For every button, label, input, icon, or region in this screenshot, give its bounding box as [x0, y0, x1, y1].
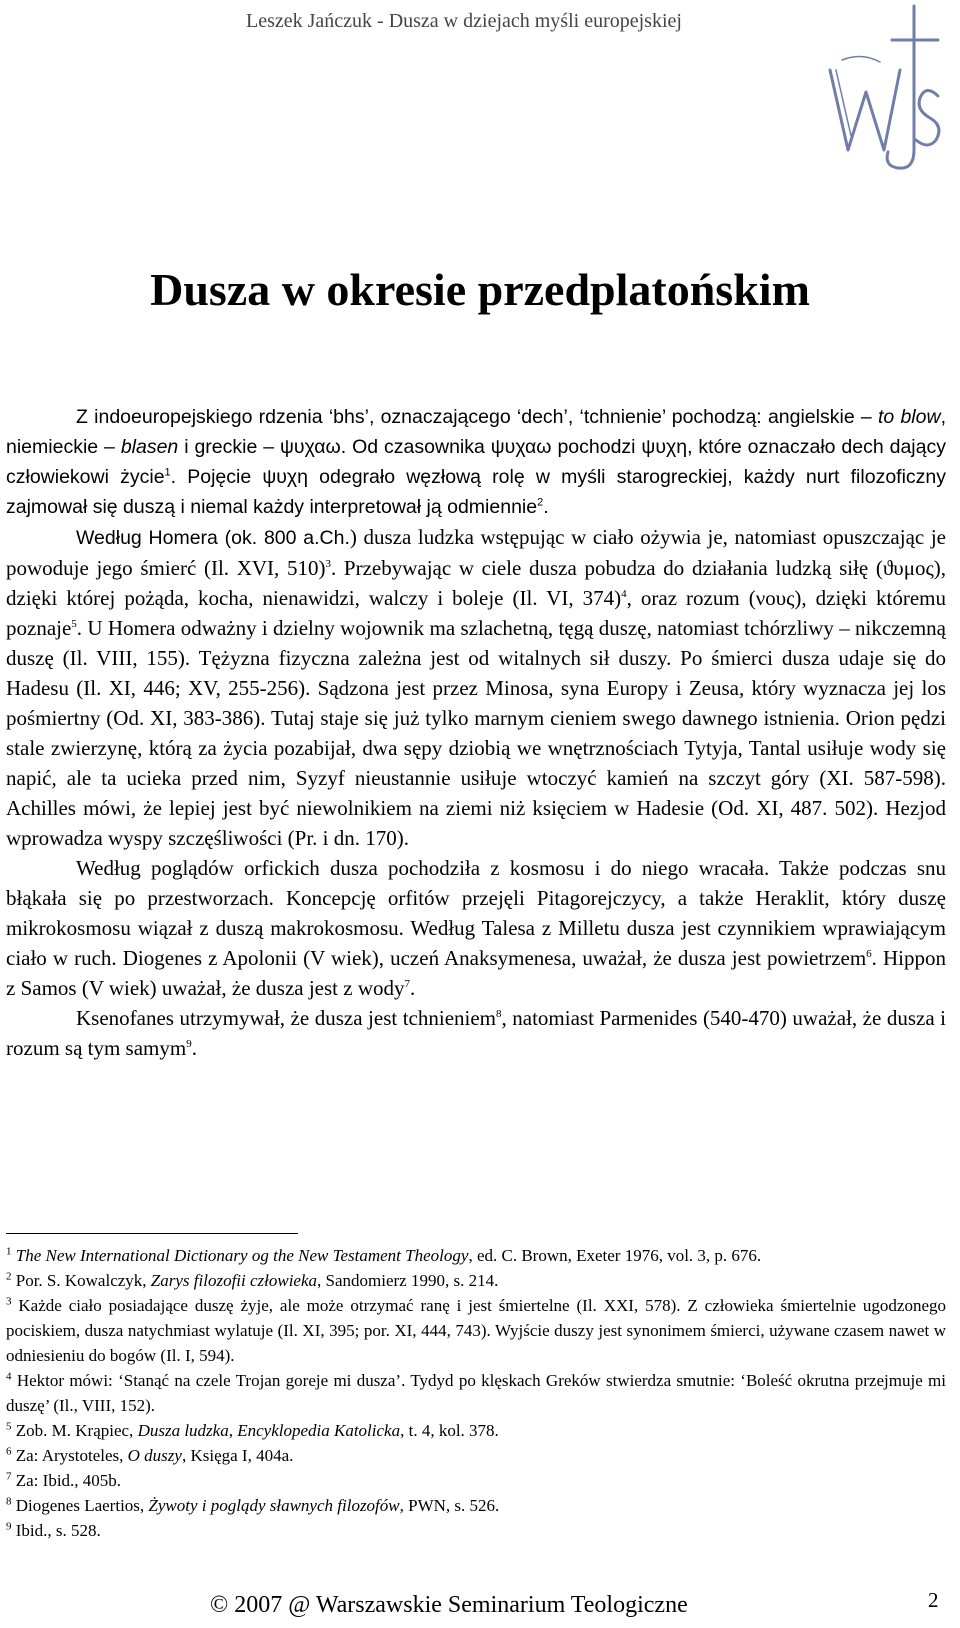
text-run: , — [228, 1421, 238, 1440]
text-run: Zob. M. Krąpiec, — [15, 1421, 138, 1440]
italic-run: blasen — [120, 436, 179, 458]
text-run: , natomiast Parmenides (540-470) uważał, że dusza i rozum są tym samym — [6, 1006, 946, 1060]
text-run: Za: Arystoteles, — [15, 1446, 128, 1465]
footnote-divider — [6, 1233, 298, 1234]
text-run: Ibid., s. 528. — [15, 1521, 101, 1540]
text-run: , t. 4, kol. 378. — [400, 1421, 499, 1440]
footnote — [6, 1418, 946, 1443]
text-run: , ed. C. Brown, Exeter 1976, vol. 3, p. 676. — [468, 1246, 762, 1265]
text-run: Według poglądów orfickich dusza pochodziła z kosmosu i do niego wracała. Także podczas snu błąkała się po przestworzach. Koncepcję orfitów przejęli Pitagorejczycy, a także Heraklit, który duszę mikrokosmosu wiązał z duszą makrokosmosu. Według Talesa z Milletu dusza jest czynnikiem wprawiającym ciało w ruch. Diogenes z Apolonii (V wiek), uczeń Anaksymenesa, uważał, że dusza jest powietrzem — [6, 856, 946, 970]
text-run: , Księga I, 404a. — [181, 1446, 294, 1465]
footnote-ref[interactable]: 8 — [496, 1008, 502, 1020]
footnote-number: 1 — [6, 1245, 12, 1258]
italic-run: to blow — [877, 406, 941, 428]
italic-run: Encyklopedia Katolicka — [237, 1421, 401, 1440]
footnote-ref[interactable]: 2 — [537, 496, 544, 509]
footnote — [6, 1243, 946, 1268]
text-run: , Sandomierz 1990, s. 214. — [317, 1271, 499, 1290]
footnote-ref[interactable]: 9 — [186, 1038, 192, 1050]
text-run: i greckie – ψυχαω. Od czasownika ψυχαω pochodzi ψυχη, które oznaczało dech dający człowiekowi życie — [6, 436, 946, 488]
italic-run: Zarys filozofii człowieka — [150, 1271, 318, 1290]
footnote — [6, 1518, 946, 1543]
text-run: . — [543, 496, 549, 518]
footer-copyright: © 2007 @ Warszawskie Seminarium Teologiczne — [210, 1592, 688, 1618]
text-run: . Hippon z Samos (V wiek) uważał, że dusza jest z wody — [6, 946, 946, 1000]
footnote-number: 3 — [6, 1295, 12, 1308]
body-paragraph — [6, 522, 946, 853]
body-text — [6, 402, 946, 1063]
seminary-logo — [822, 0, 958, 176]
footnote-number: 4 — [6, 1370, 12, 1383]
body-paragraph — [6, 1003, 946, 1063]
footnote — [6, 1293, 946, 1368]
footnote-ref[interactable]: 6 — [866, 948, 872, 960]
footnote-number: 7 — [6, 1470, 12, 1483]
text-run: Diogenes Laertios, — [15, 1496, 149, 1515]
footnote — [6, 1468, 946, 1493]
text-run: Z indoeuropejskiego rdzenia ‘bhs’, oznaczającego ‘dech’, ‘tchnienie’ pochodzą: angielskie – — [76, 406, 878, 428]
footnote-ref[interactable]: 1 — [164, 466, 171, 479]
text-run: Por. S. Kowalczyk, — [15, 1271, 151, 1290]
footnote-number: 8 — [6, 1495, 12, 1508]
text-run: Każde ciało posiadające duszę żyje, ale może otrzymać ranę i jest śmiertelne (Il. XXI, 578). Z człowieka śmiertelnie ugodzonego pociskiem, dusza natychmiast wylatuje (Il. XI, 395; por. XI, 444, 743). Wyjście duszy jest synonimem śmierci, używane czasem nawet w odniesieniu do bogów (Il. I, 594). — [6, 1296, 946, 1365]
italic-run: Żywoty i poglądy sławnych filozofów — [148, 1496, 400, 1515]
italic-run: O duszy — [127, 1446, 182, 1465]
footnote-ref[interactable]: 7 — [404, 978, 410, 990]
footnote-ref[interactable]: 4 — [621, 588, 627, 600]
italic-run: The New International Dictionary og the New Testament Theology — [15, 1246, 469, 1265]
footnote-number: 9 — [6, 1520, 12, 1533]
footnote-number: 2 — [6, 1270, 12, 1283]
text-run: . Przebywając w ciele dusza pobudza do działania ludzką siłę (ϑυμος), dzięki której pożąda, kocha, nienawidzi, walczy i boleje (Il. VI, 374) — [6, 556, 947, 610]
footnote — [6, 1368, 946, 1418]
footnotes — [6, 1243, 946, 1543]
text-run: Ksenofanes utrzymywał, że dusza jest tchnieniem — [76, 1006, 497, 1030]
page-title: Dusza w okresie przedplatońskim — [150, 264, 810, 315]
footnote-number: 6 — [6, 1445, 12, 1458]
text-run: . Pojęcie ψυχη odegrało węzłową rolę w myśli starogreckiej, każdy nurt filozoficzny zajmował się duszą i niemal każdy interpretował ją odmiennie — [6, 466, 947, 518]
text-run: ) dusza ludzka wstępując w ciało ożywia je, natomiast opuszczając je powoduje jego śmierć (Il. XVI, 510) — [6, 525, 946, 580]
text-run: . U Homera odważny i dzielny wojownik ma szlachetną, tęgą duszę, natomiast tchórzliwy – nikczemną duszę (Il. VIII, 155). Tężyzna fizyczna zależna jest od witalnych sił duszy. Po śmierci dusza udaje się do Hadesu (Il. XI, 446; XV, 255-256). Sądzona jest przez Minosa, syna Europy i Zeusa, który wyznacza jej los pośmiertny (Od. XI, 383-386). Tutaj staje się już tylko marnym cieniem swego dawnego istnienia. Orion pędzi stale zwierzynę, którą za życia pozabijał, dwa sępy dziobią we wnętrznościach Tytyja, Tantal usiłuje wody się napić, ale ta ucieka przed nim, Syzyf nieustannie usiłuje wtoczyć kamień na szczyt góry (XI. 587-598). Achilles mówi, że lepiej jest być niewolnikiem na ziemi niż księciem w Hadesie (Od. XI, 487. 502). Hezjod wprowadza wyspy szczęśliwości (Pr. i dn. 170). — [6, 616, 946, 850]
text-run: , oraz rozum (νους), dzięki któremu poznaje — [6, 586, 946, 640]
footnote — [6, 1268, 946, 1293]
text-run: , niemieckie – — [6, 406, 946, 458]
text-run: . — [191, 1036, 197, 1060]
italic-run: Dusza ludzka — [137, 1421, 229, 1440]
body-paragraph — [6, 853, 946, 1003]
footnote-ref[interactable]: 3 — [325, 558, 331, 570]
text-run: Według Homera (ok. 800 a.Ch. — [76, 527, 350, 549]
body-paragraph — [6, 402, 946, 522]
text-run: . — [410, 976, 416, 1000]
page-number: 2 — [928, 1588, 939, 1612]
text-run: Za: Ibid., 405b. — [15, 1471, 122, 1490]
text-run: Hektor mówi: ‘Stanąć na czele Trojan goreje mi dusza’. Tydyd po klęskach Greków stwierdza smutnie: ‘Boleść okrutna przejmuje mi duszę’ (Il., VIII, 152). — [6, 1371, 946, 1415]
footnote-number: 5 — [6, 1420, 12, 1433]
running-header: Leszek Jańczuk - Dusza w dziejach myśli europejskiej — [246, 10, 682, 32]
footnote-ref[interactable]: 5 — [71, 618, 77, 630]
footnote — [6, 1443, 946, 1468]
text-run: , PWN, s. 526. — [399, 1496, 500, 1515]
footnote — [6, 1493, 946, 1518]
